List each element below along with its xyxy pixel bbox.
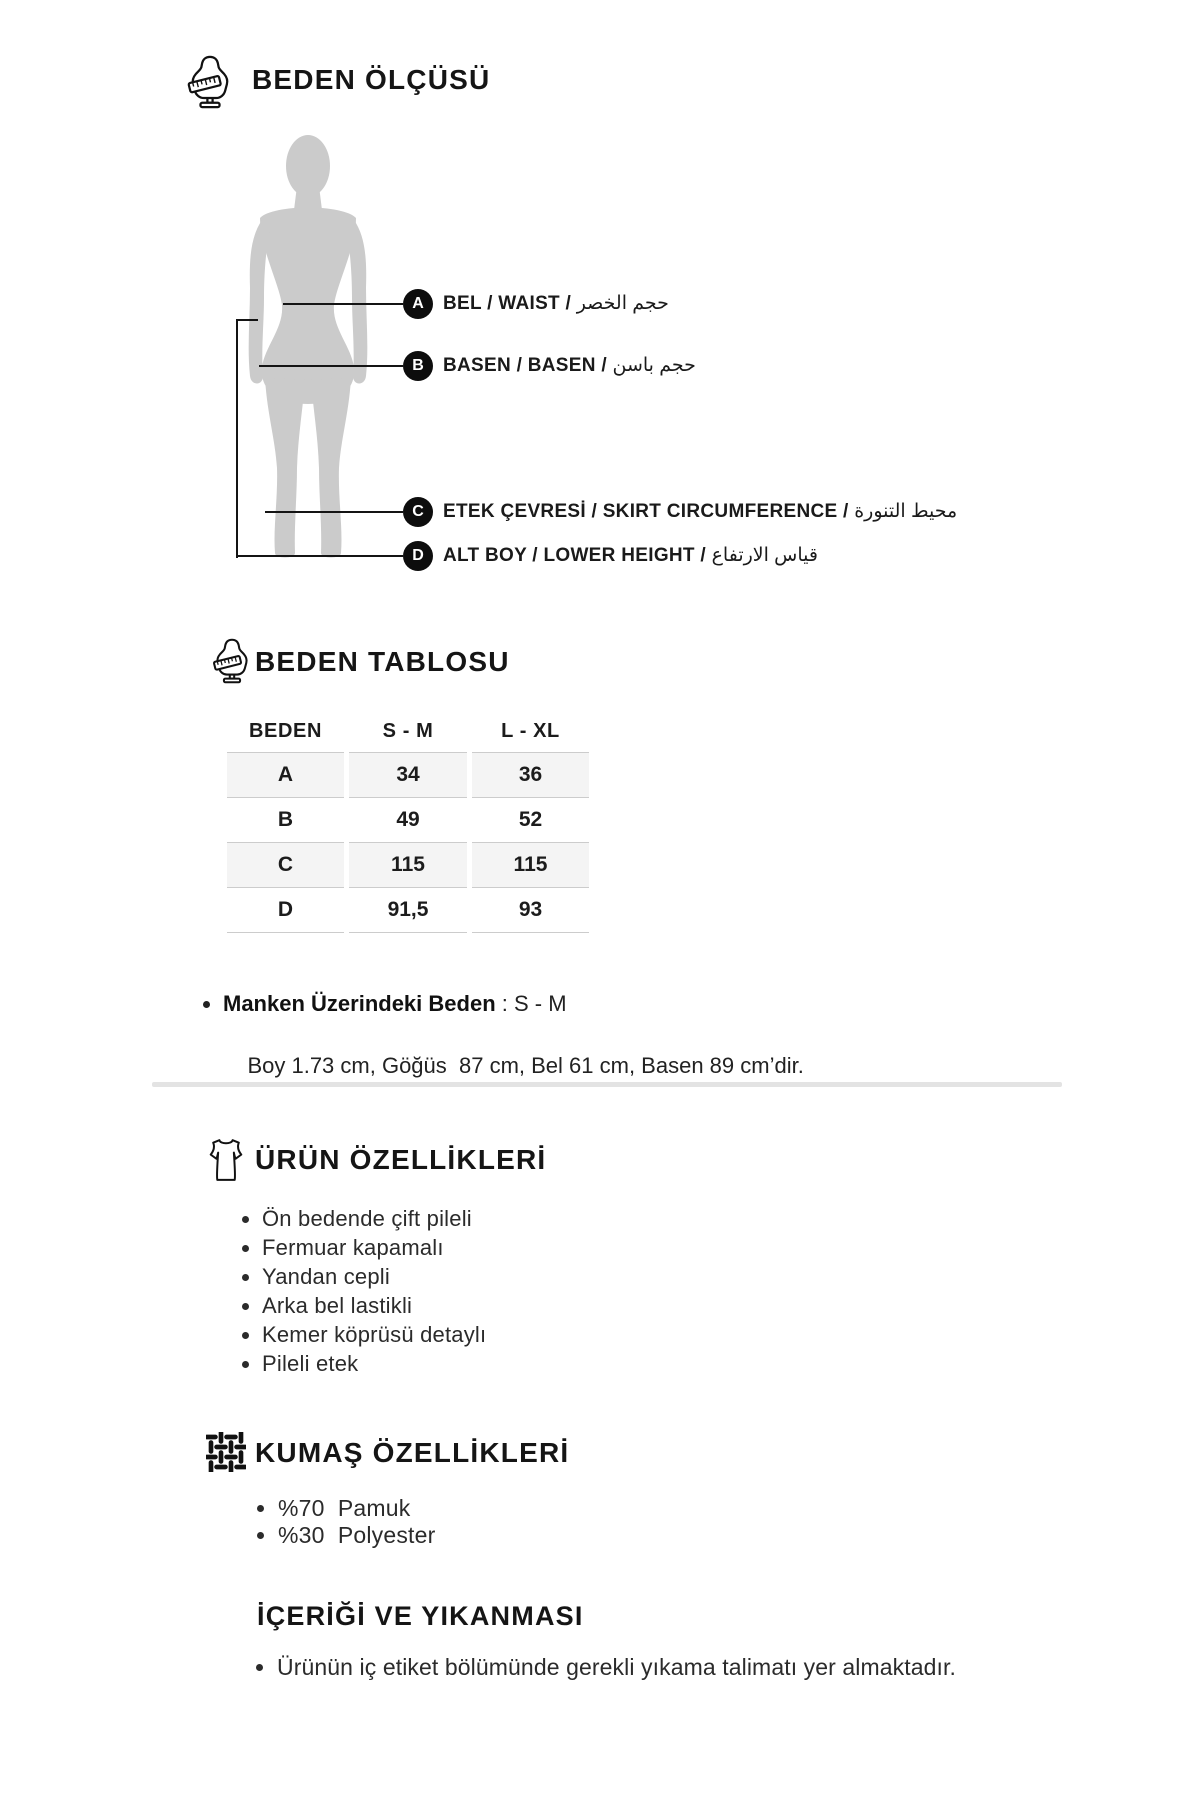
list-item: • Fermuar kapamalı — [262, 1233, 862, 1262]
size-guide-title: BEDEN ÖLÇÜSÜ — [252, 64, 491, 95]
badge-c — [403, 497, 433, 527]
model-size-note-item — [223, 988, 1083, 1112]
model-measurements: Boy 1.73 cm, Göğüs 87 cm, Bel 61 cm, Basen 89 cm’dir. — [247, 1053, 804, 1078]
size-table-header — [227, 710, 589, 752]
table-row — [227, 797, 589, 842]
body-silhouette — [213, 128, 403, 563]
badge-a — [403, 289, 433, 319]
column-header: BEDEN — [248, 719, 322, 742]
skirt-circumference-label-arabic: محيط التنورة — [854, 501, 958, 522]
table-row — [227, 752, 589, 797]
dress-icon — [207, 1137, 245, 1183]
mannequin-icon — [184, 54, 236, 110]
hip-line — [259, 365, 403, 367]
lower-height-bracket — [236, 319, 238, 558]
badge-b-letter: B — [412, 357, 424, 374]
waist-label — [443, 290, 669, 318]
fabric-weave-icon — [206, 1432, 246, 1472]
cell-value: 36 — [472, 752, 589, 797]
skirt-circumference-line — [265, 511, 403, 513]
lower-height-label-arabic: قياس الارتفاع — [711, 545, 818, 566]
section-divider — [152, 1082, 1062, 1087]
row-label: B — [227, 797, 344, 842]
lower-height-line — [237, 555, 403, 557]
cell-value: 93 — [472, 887, 589, 933]
cell-value: 34 — [349, 752, 467, 797]
list-item: • Arka bel lastikli — [262, 1291, 862, 1320]
skirt-circumference-label — [443, 498, 957, 526]
lower-height-label-latin: ALT BOY / LOWER HEIGHT / — [443, 545, 712, 566]
column-header: S - M — [382, 719, 434, 742]
waist-line — [283, 303, 403, 305]
lower-height-bracket-top — [236, 319, 258, 321]
list-item: • Ürünün iç etiket bölümünde gerekli yıkama talimatı yer almaktadır. — [277, 1652, 977, 1683]
badge-c-letter: C — [412, 503, 424, 520]
hip-label-arabic: حجم باسن — [612, 355, 696, 376]
waist-label-arabic: حجم الخصر — [576, 293, 669, 314]
list-item: • Kemer köprüsü detaylı — [262, 1320, 862, 1349]
model-size-value: : S - M — [495, 991, 567, 1016]
table-row — [227, 842, 589, 887]
table-row — [227, 887, 589, 933]
skirt-circumference-label-latin: ETEK ÇEVRESİ / SKIRT CIRCUMFERENCE / — [443, 501, 855, 522]
badge-b — [403, 351, 433, 381]
size-table-title: BEDEN TABLOSU — [255, 646, 510, 677]
hip-label — [443, 352, 696, 380]
hip-label-latin: BASEN / BASEN / — [443, 355, 613, 376]
badge-a-letter: A — [412, 295, 424, 312]
size-table — [227, 710, 589, 933]
product-features-list — [244, 1204, 862, 1378]
column-header: L - XL — [501, 719, 560, 742]
list-item: • Yandan cepli — [262, 1262, 862, 1291]
list-item: • %70 Pamuk — [278, 1495, 678, 1522]
product-features-title: ÜRÜN ÖZELLİKLERİ — [255, 1144, 547, 1175]
fabric-features-title: KUMAŞ ÖZELLİKLERİ — [255, 1437, 570, 1468]
cell-value: 49 — [349, 797, 467, 842]
row-label: C — [227, 842, 344, 887]
model-size-note — [205, 988, 1083, 1112]
waist-label-latin: BEL / WAIST / — [443, 293, 577, 314]
care-list — [259, 1652, 977, 1683]
badge-d-letter: D — [412, 547, 424, 564]
list-item: • %30 Polyester — [278, 1522, 678, 1549]
badge-d — [403, 541, 433, 571]
cell-value: 91,5 — [349, 887, 467, 933]
list-item: • Pileli etek — [262, 1349, 862, 1378]
row-label: A — [227, 752, 344, 797]
list-item: • Ön bedende çift pileli — [262, 1204, 862, 1233]
cell-value: 115 — [349, 842, 467, 887]
lower-height-label — [443, 542, 818, 570]
care-title: İÇERİĞİ VE YIKANMASI — [257, 1601, 584, 1631]
row-label: D — [227, 887, 344, 933]
mannequin-icon — [210, 634, 254, 688]
fabric-features-list — [260, 1495, 678, 1549]
cell-value: 52 — [472, 797, 589, 842]
model-size-label: Manken Üzerindeki Beden — [223, 991, 496, 1016]
cell-value: 115 — [472, 842, 589, 887]
